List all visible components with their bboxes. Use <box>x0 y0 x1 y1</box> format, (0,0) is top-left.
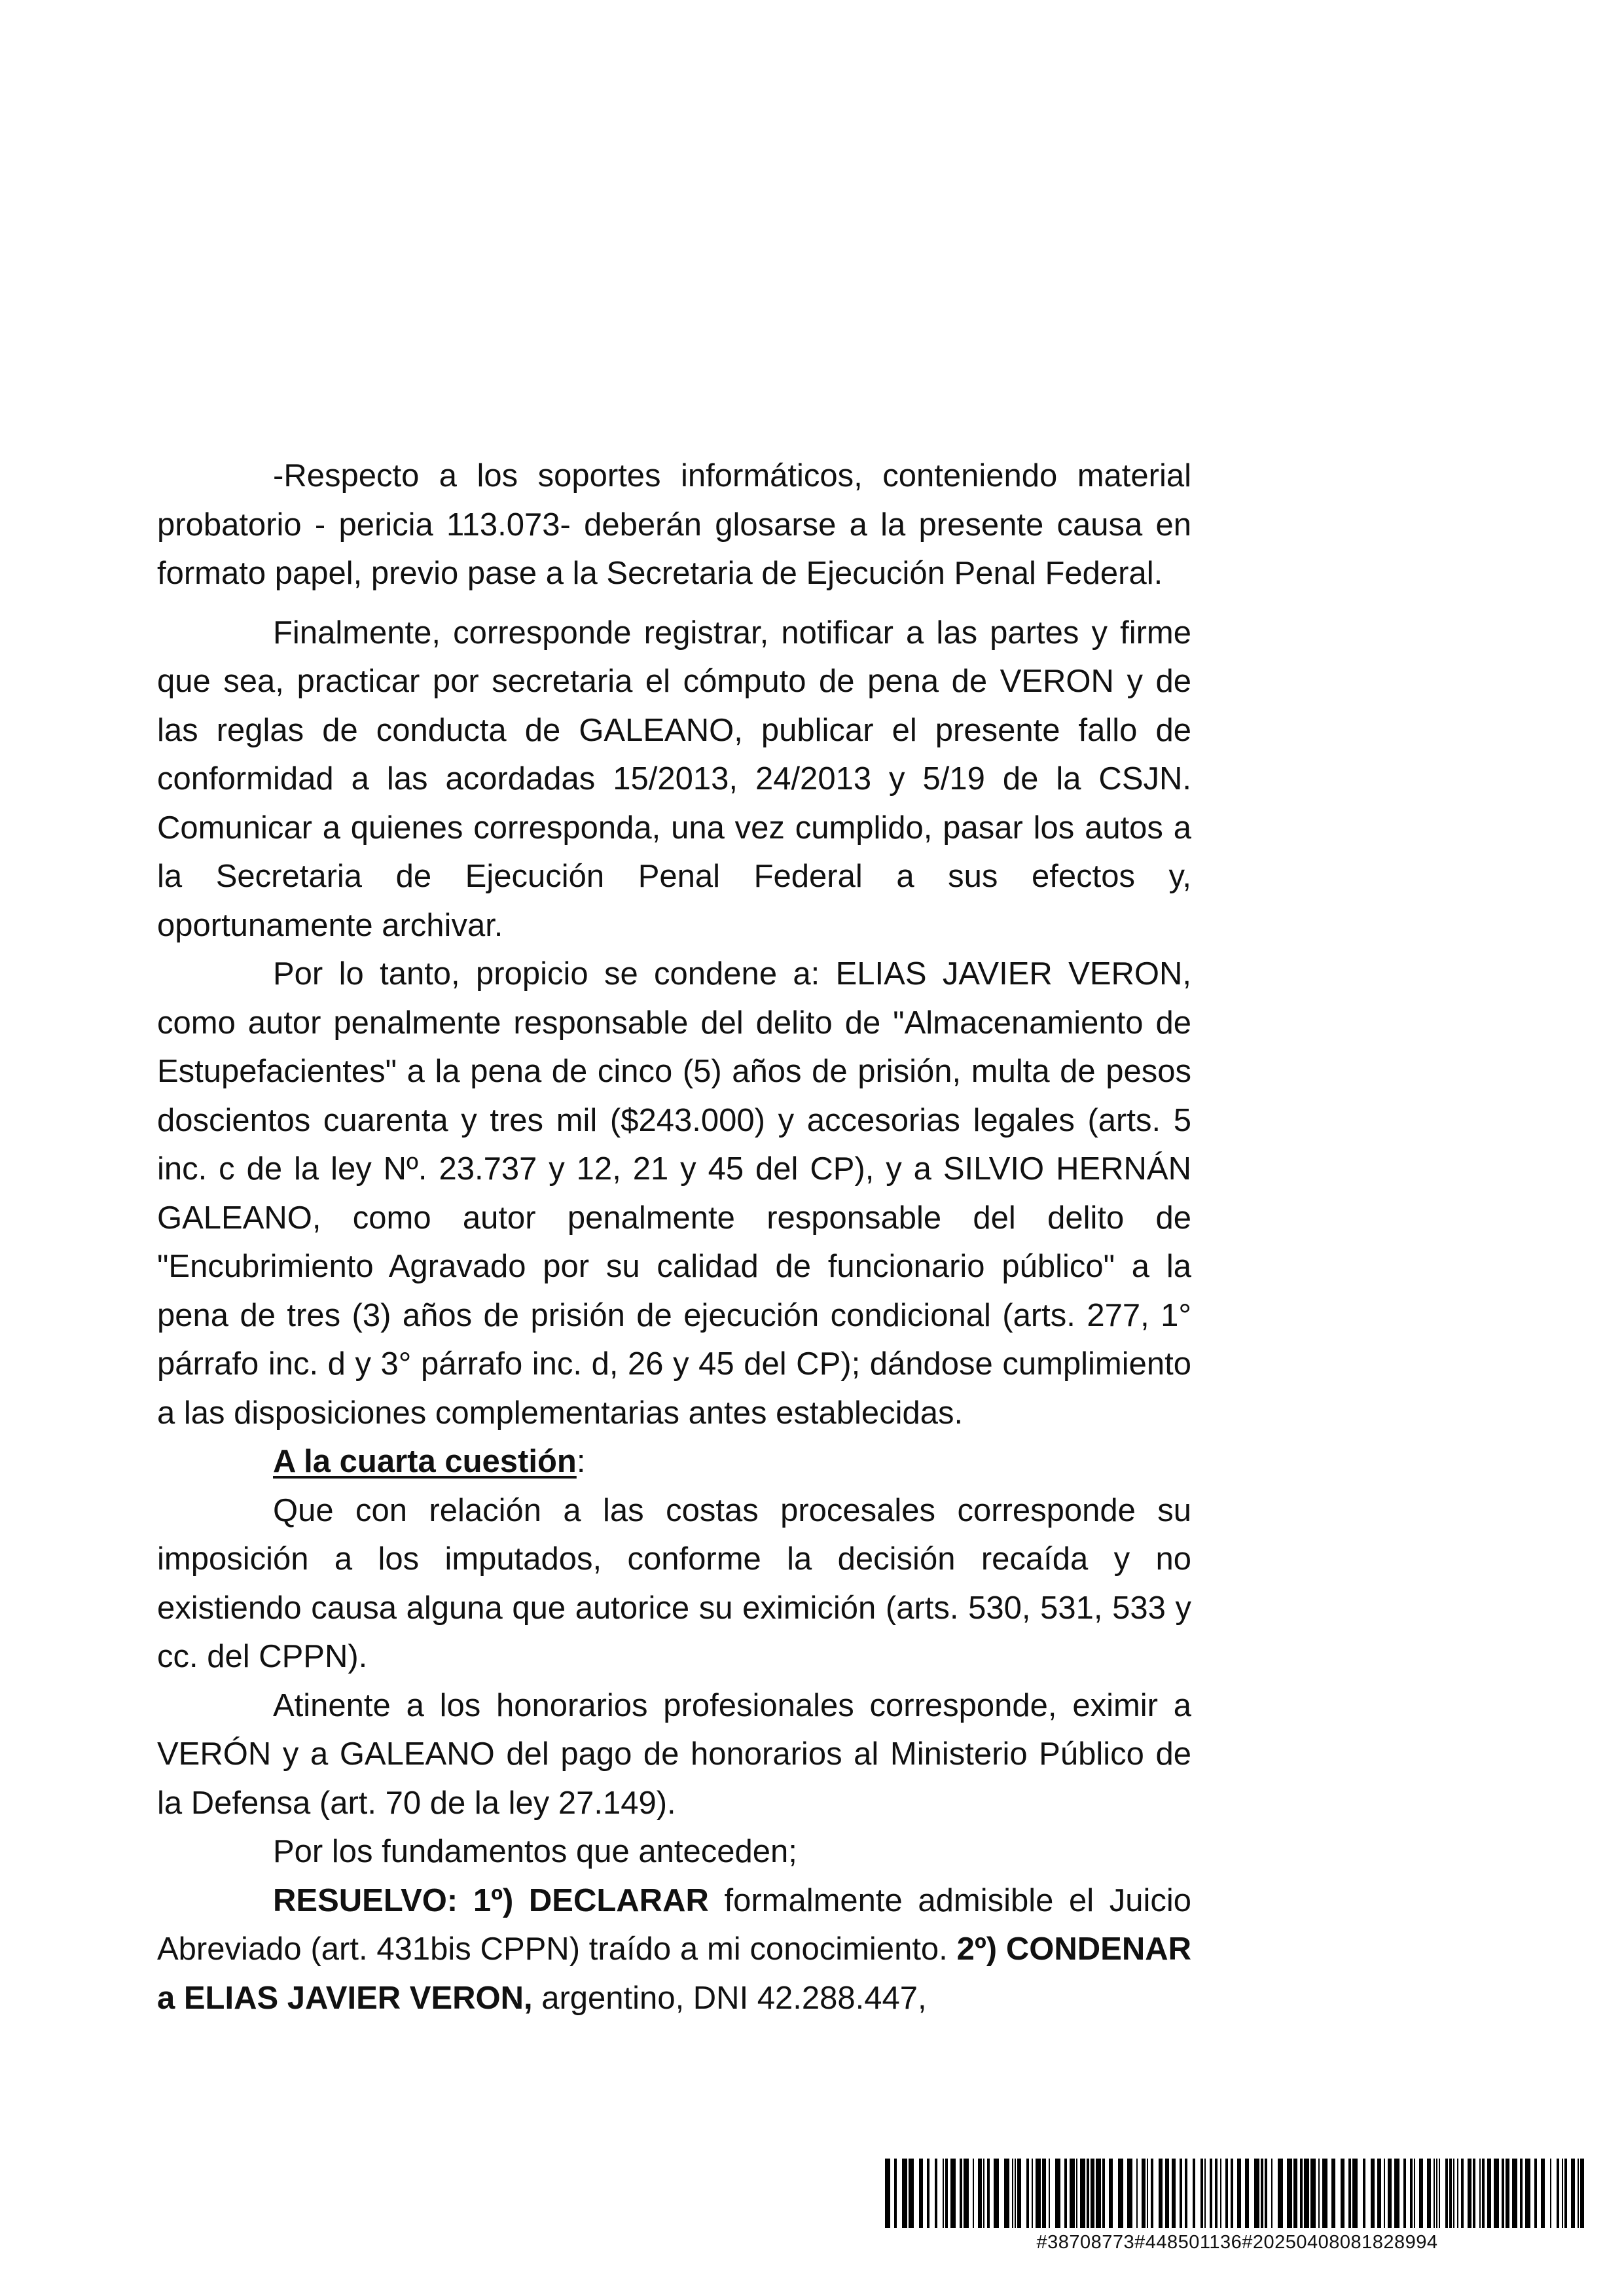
barcode-bar <box>1142 2159 1146 2228</box>
barcode-bar <box>1580 2159 1584 2228</box>
barcode-bar <box>1080 2159 1085 2228</box>
barcode-bar <box>1318 2159 1320 2228</box>
barcode-bar <box>1287 2159 1292 2228</box>
barcode-bar <box>1468 2159 1471 2228</box>
barcode-bar <box>935 2159 937 2228</box>
barcode-bar <box>1231 2159 1233 2228</box>
barcode-bar <box>1550 2159 1551 2228</box>
barcode-bar <box>1042 2159 1046 2228</box>
barcode-bar <box>1482 2159 1485 2228</box>
barcode-bar <box>1215 2159 1218 2228</box>
barcode-bar <box>1261 2159 1263 2228</box>
paragraph-fundamentos: Por los fundamentos que anteceden; <box>273 1834 797 1869</box>
barcode-bar <box>1165 2159 1169 2228</box>
barcode-bar <box>1300 2159 1303 2228</box>
barcode-bar <box>943 2159 944 2228</box>
barcode-bar <box>1436 2159 1437 2228</box>
barcode-bar <box>1036 2159 1041 2228</box>
barcode-bar <box>1487 2159 1491 2228</box>
barcode-bar <box>1185 2159 1187 2228</box>
barcode-bar <box>1473 2159 1475 2228</box>
paragraph-resuelvo <box>157 1876 1191 2023</box>
barcode-bar <box>1427 2159 1431 2228</box>
barcode-bar <box>1341 2159 1344 2228</box>
barcode-bar <box>1015 2159 1016 2228</box>
barcode-bar <box>1127 2159 1132 2228</box>
section-heading <box>157 1437 1191 1486</box>
barcode-bar <box>1118 2159 1123 2228</box>
barcode-bar <box>1525 2159 1530 2228</box>
barcode-bar <box>1388 2159 1392 2228</box>
barcode-bar <box>1331 2159 1335 2228</box>
barcode-bar <box>1265 2159 1267 2228</box>
barcode-bar <box>1377 2159 1381 2228</box>
barcode-bar <box>950 2159 956 2228</box>
barcode-bar <box>919 2159 923 2228</box>
barcode-bar <box>1394 2159 1399 2228</box>
barcode-bar <box>973 2159 974 2228</box>
barcode-bar <box>1578 2159 1579 2228</box>
barcode-bar <box>1494 2159 1499 2228</box>
barcode-bar <box>1304 2159 1309 2228</box>
paragraph-honorarios: Atinente a los honorarios profesionales corresponde, eximir a VERÓN y a GALEANO del pago de honorarios al Ministerio Público de la Defensa (art. 70 de la ley 27.149). <box>157 1687 1191 1821</box>
barcode-bar <box>987 2159 990 2228</box>
paragraph-condena: Por lo tanto, propicio se condene a: ELIAS JAVIER VERON, como autor penalmente responsable del delito de "Almacenamiento de Estupefacientes" a la pena de cinco (5) años de prisión, multa de pesos doscientos cuarenta y tres mil ($243.000) y accesorias legales (arts. 5 inc. c de la ley Nº. 23.737 y 12, 21 y 45 del CP), y a SILVIO HERNÁN GALEANO, como autor penalmente responsable del delito de "Encubrimiento Agravado por su calidad de funcionario público" a la pena de tres (3) años de prisión de ejecución condicional (arts. 277, 1° párrafo inc. d y 3° párrafo inc. d, 26 y 45 del CP); dándose cumplimiento a las disposiciones complementarias antes establecidas. <box>157 956 1191 1431</box>
barcode-bar <box>1026 2159 1029 2228</box>
resuelvo-text-2: argentino, DNI 42.288.447, <box>532 1980 927 2016</box>
barcode-bar <box>902 2159 907 2228</box>
barcode-bar <box>894 2159 897 2228</box>
barcode-bar <box>1410 2159 1413 2228</box>
barcode-bar <box>1193 2159 1195 2228</box>
barcode-bar <box>1237 2159 1241 2228</box>
barcode-bar <box>1352 2159 1358 2228</box>
barcode-bar <box>1200 2159 1203 2228</box>
barcode-bar <box>1096 2159 1101 2228</box>
barcode-bar <box>1032 2159 1033 2228</box>
barcode-bar <box>1225 2159 1228 2228</box>
barcode-bar <box>1419 2159 1423 2228</box>
paragraph-costas: Que con relación a las costas procesales corresponde su imposición a los imputados, conforme la decisión recaída y no existiendo causa alguna que autorice su eximición (arts. 530, 531, 533 y cc. del CPPN). <box>157 1492 1191 1674</box>
barcode-bar <box>1220 2159 1221 2228</box>
resuelvo-condenar: 2º) CONDENAR a ELIAS JAVIER VERON, <box>157 1931 1191 2016</box>
barcode-bar <box>978 2159 982 2228</box>
barcode-bar <box>1384 2159 1385 2228</box>
barcode-bar <box>1254 2159 1259 2228</box>
barcode-bar <box>1136 2159 1138 2228</box>
resuelvo-declarar: RESUELVO: 1º) DECLARAR <box>273 1882 709 1918</box>
barcode-bar <box>1564 2159 1567 2228</box>
barcode-bar <box>1414 2159 1415 2228</box>
barcode-bar <box>1348 2159 1351 2228</box>
barcode-bar <box>1147 2159 1148 2228</box>
barcode-bar <box>1004 2159 1009 2228</box>
barcode-bar <box>1434 2159 1435 2228</box>
barcode-code: #38708773#448501136#20250408081828994 <box>1036 2232 1438 2253</box>
barcode-bar <box>1310 2159 1316 2228</box>
barcode-bar <box>1453 2159 1454 2228</box>
barcode-bar <box>1172 2159 1176 2228</box>
paragraph-soportes: -Respecto a los soportes informáticos, conteniendo material probatorio - pericia 113.073- deberán glosarse a la presente causa en formato papel, previo pase a la Secretaria de Ejecución Penal Federal. <box>157 458 1191 591</box>
barcode-bar <box>964 2159 969 2228</box>
barcode-bar <box>983 2159 984 2228</box>
barcode-bar <box>1204 2159 1206 2228</box>
document-barcode <box>884 2159 1591 2253</box>
barcode-bar <box>1363 2159 1365 2228</box>
barcode-bar <box>1245 2159 1249 2228</box>
barcode-bar <box>1439 2159 1440 2228</box>
barcode-bar <box>1109 2159 1113 2228</box>
barcode-bar <box>1087 2159 1089 2228</box>
barcode-bar <box>960 2159 962 2228</box>
barcode-bar <box>1534 2159 1537 2228</box>
barcode-bar <box>885 2159 890 2228</box>
barcode-bar <box>1180 2159 1182 2228</box>
heading-cuarta-cuestion: A la cuarta cuestión <box>273 1444 577 1479</box>
barcode-bar <box>1403 2159 1406 2228</box>
barcode-bar <box>1506 2159 1509 2228</box>
barcode-bar <box>1271 2159 1272 2228</box>
barcode-bar <box>1049 2159 1050 2228</box>
barcode-bar <box>1449 2159 1452 2228</box>
barcode-bar <box>1557 2159 1559 2228</box>
barcode-bar <box>1562 2159 1563 2228</box>
barcode-bar <box>945 2159 948 2228</box>
barcode-bar <box>1210 2159 1212 2228</box>
barcode-bar <box>1371 2159 1375 2228</box>
barcode-bar <box>1091 2159 1094 2228</box>
barcode-bar <box>1159 2159 1163 2228</box>
barcode-bar <box>1151 2159 1153 2228</box>
barcode-bar <box>1520 2159 1523 2228</box>
barcode-bar <box>1017 2159 1021 2228</box>
barcode-bar <box>1322 2159 1327 2228</box>
barcode-bar <box>1012 2159 1013 2228</box>
paragraph-finalmente: Finalmente, corresponde registrar, notificar a las partes y firme que sea, practicar por secretaria el cómputo de pena de VERON y de las reglas de conducta de GALEANO, publicar el presente fallo de conformidad a las acordadas 15/2013, 24/2013 y 5/19 de la CSJN. Comunicar a quienes corresponda, una vez cumplido, pasar los autos a la Secretaria de Ejecución Penal Federal a sus efectos y, oportunamente archivar. <box>157 615 1191 943</box>
barcode-bar <box>1102 2159 1105 2228</box>
barcode-bar <box>1502 2159 1504 2228</box>
heading-colon: : <box>576 1444 586 1479</box>
barcode-bar <box>1445 2159 1448 2228</box>
barcode-bar <box>1064 2159 1067 2228</box>
barcode-bar <box>1461 2159 1464 2228</box>
barcode-image <box>884 2159 1591 2228</box>
barcode-bar <box>1512 2159 1517 2228</box>
barcode-bar <box>1278 2159 1283 2228</box>
barcode-bar <box>1479 2159 1481 2228</box>
barcode-bar <box>1070 2159 1075 2228</box>
barcode-bar <box>927 2159 929 2228</box>
barcode-bar <box>1293 2159 1297 2228</box>
barcode-bar <box>909 2159 914 2228</box>
barcode-bar <box>1571 2159 1575 2228</box>
barcode-bar <box>1076 2159 1077 2228</box>
barcode-bar <box>1541 2159 1545 2228</box>
resuelvo-text-1: formalmente admisible el Juicio Abreviado (art. 431bis CPPN) traído a mi conocimiento. <box>157 1882 1191 1967</box>
barcode-bar <box>994 2159 999 2228</box>
barcode-bar <box>1055 2159 1060 2228</box>
document-body <box>157 452 1191 2022</box>
barcode-bar <box>1457 2159 1458 2228</box>
